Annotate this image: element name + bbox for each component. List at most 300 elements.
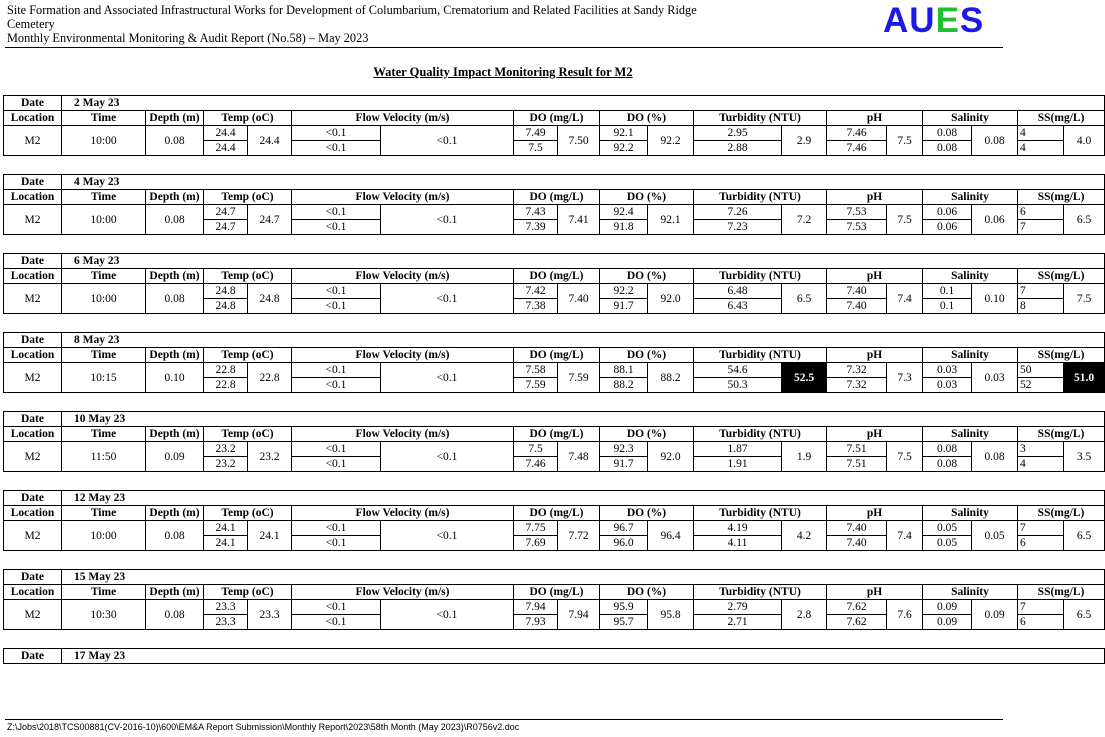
do-pct-average: 92.1 [648,205,694,235]
ss-average: 3.5 [1064,442,1105,472]
date-value: 10 May 23 [62,412,1105,427]
salinity-header: Salinity [923,269,1018,284]
salinity-reading: 0.03 [923,378,972,393]
ph-average: 7.6 [887,600,923,630]
turbidity-header: Turbidity (NTU) [694,506,827,521]
temp-reading: 23.2 [204,442,248,457]
flow-reading: <0.1 [292,363,381,378]
ss-reading: 6 [1018,536,1064,551]
ph-average: 7.5 [887,205,923,235]
temp-header: Temp (oC) [204,427,292,442]
data-row [4,284,1105,299]
ss-average: 6.5 [1064,600,1105,630]
ph-reading: 7.40 [827,521,887,536]
ph-reading: 7.53 [827,220,887,235]
ph-header: pH [827,190,923,205]
water-quality-table [3,648,1105,664]
header-row [4,427,1105,442]
ss-reading: 4 [1018,141,1064,156]
salinity-header: Salinity [923,506,1018,521]
data-row [4,126,1105,141]
time-value: 10:00 [62,126,146,156]
header-line-2: Cemetery [7,17,55,31]
do-mgl-reading: 7.94 [514,600,558,615]
temp-average: 24.8 [248,284,292,314]
ph-reading: 7.53 [827,205,887,220]
do-pct-header: DO (%) [600,269,694,284]
header-row [4,111,1105,126]
flow-reading: <0.1 [292,457,381,472]
page-title: Water Quality Impact Monitoring Result for M2 [373,65,633,79]
do-mgl-header: DO (mg/L) [514,348,600,363]
flow-average: <0.1 [381,363,514,393]
turbidity-average: 6.5 [782,284,827,314]
do-mgl-average: 7.59 [558,363,600,393]
do-pct-header: DO (%) [600,348,694,363]
do-pct-header: DO (%) [600,585,694,600]
water-quality-table [3,95,1105,156]
turbidity-header: Turbidity (NTU) [694,427,827,442]
salinity-reading: 0.06 [923,220,972,235]
flow-reading: <0.1 [292,299,381,314]
do-mgl-reading: 7.58 [514,363,558,378]
aues-logo: AUES [883,1,985,40]
do-mgl-reading: 7.39 [514,220,558,235]
salinity-average: 0.06 [972,205,1018,235]
ss-average: 51.0 [1064,363,1105,393]
flow-header: Flow Velocity (m/s) [292,111,514,126]
flow-average: <0.1 [381,521,514,551]
salinity-average: 0.09 [972,600,1018,630]
depth-header: Depth (m) [146,269,204,284]
do-pct-reading: 92.1 [600,126,648,141]
temp-reading: 24.4 [204,141,248,156]
do-mgl-header: DO (mg/L) [514,111,600,126]
ph-header: pH [827,269,923,284]
do-mgl-average: 7.94 [558,600,600,630]
ss-reading: 7 [1018,284,1064,299]
turbidity-reading: 2.71 [694,615,782,630]
ph-average: 7.5 [887,126,923,156]
time-header: Time [62,269,146,284]
turbidity-average: 52.5 [782,363,827,393]
location-value: M2 [4,205,62,235]
location-header: Location [4,506,62,521]
do-pct-reading: 92.2 [600,284,648,299]
date-label: Date [4,570,62,585]
ph-header: pH [827,585,923,600]
salinity-header: Salinity [923,190,1018,205]
flow-reading: <0.1 [292,284,381,299]
time-value: 10:00 [62,284,146,314]
temp-header: Temp (oC) [204,506,292,521]
turbidity-average: 4.2 [782,521,827,551]
do-pct-header: DO (%) [600,506,694,521]
location-header: Location [4,111,62,126]
location-value: M2 [4,284,62,314]
temp-reading: 24.1 [204,536,248,551]
temp-average: 23.3 [248,600,292,630]
ph-reading: 7.51 [827,442,887,457]
do-mgl-reading: 7.42 [514,284,558,299]
ss-average: 4.0 [1064,126,1105,156]
time-header: Time [62,585,146,600]
salinity-reading: 0.03 [923,363,972,378]
ss-reading: 8 [1018,299,1064,314]
date-row [4,254,1105,269]
location-header: Location [4,427,62,442]
data-row [4,363,1105,378]
salinity-average: 0.05 [972,521,1018,551]
location-value: M2 [4,442,62,472]
date-row [4,333,1105,348]
temp-average: 24.7 [248,205,292,235]
turbidity-header: Turbidity (NTU) [694,190,827,205]
date-label: Date [4,254,62,269]
depth-value: 0.08 [146,126,204,156]
location-value: M2 [4,600,62,630]
do-mgl-average: 7.40 [558,284,600,314]
do-mgl-reading: 7.46 [514,457,558,472]
ss-reading: 6 [1018,205,1064,220]
ph-reading: 7.32 [827,378,887,393]
temp-reading: 24.7 [204,220,248,235]
ss-average: 7.5 [1064,284,1105,314]
depth-header: Depth (m) [146,190,204,205]
report-header-title [7,3,867,45]
temp-reading: 22.8 [204,363,248,378]
turbidity-average: 1.9 [782,442,827,472]
temp-header: Temp (oC) [204,190,292,205]
temp-reading: 24.8 [204,299,248,314]
salinity-average: 0.03 [972,363,1018,393]
salinity-reading: 0.09 [923,615,972,630]
date-value: 8 May 23 [62,333,1105,348]
depth-header: Depth (m) [146,111,204,126]
date-label: Date [4,333,62,348]
footer-file-path: Z:\Jobs\2018\TCS00881(CV-2016-10)\600\EM&A Report Submission\Monthly Report\2023\58th Month (May 2023)\R0756v2.doc [7,722,520,732]
do-mgl-header: DO (mg/L) [514,190,600,205]
ss-header: SS(mg/L) [1018,427,1105,442]
do-pct-reading: 92.3 [600,442,648,457]
salinity-header: Salinity [923,427,1018,442]
data-row [4,600,1105,615]
ph-header: pH [827,111,923,126]
ss-reading: 50 [1018,363,1064,378]
do-pct-average: 92.2 [648,126,694,156]
time-value: 11:50 [62,442,146,472]
flow-reading: <0.1 [292,600,381,615]
temp-average: 22.8 [248,363,292,393]
depth-value: 0.08 [146,521,204,551]
ph-reading: 7.62 [827,615,887,630]
data-row [4,442,1105,457]
do-mgl-header: DO (mg/L) [514,427,600,442]
do-pct-average: 95.8 [648,600,694,630]
salinity-header: Salinity [923,585,1018,600]
do-mgl-reading: 7.93 [514,615,558,630]
temp-reading: 23.2 [204,457,248,472]
turbidity-average: 7.2 [782,205,827,235]
turbidity-reading: 7.26 [694,205,782,220]
water-quality-table [3,490,1105,551]
flow-reading: <0.1 [292,141,381,156]
do-pct-average: 96.4 [648,521,694,551]
header-row [4,585,1105,600]
time-value: 10:30 [62,600,146,630]
do-mgl-reading: 7.49 [514,126,558,141]
ph-average: 7.4 [887,284,923,314]
salinity-reading: 0.05 [923,521,972,536]
do-mgl-average: 7.41 [558,205,600,235]
header-row [4,269,1105,284]
turbidity-average: 2.8 [782,600,827,630]
do-pct-reading: 88.1 [600,363,648,378]
salinity-header: Salinity [923,348,1018,363]
flow-average: <0.1 [381,600,514,630]
data-row [4,205,1105,220]
date-label: Date [4,412,62,427]
temp-average: 24.1 [248,521,292,551]
location-header: Location [4,269,62,284]
turbidity-average: 2.9 [782,126,827,156]
turbidity-reading: 54.6 [694,363,782,378]
do-pct-reading: 95.7 [600,615,648,630]
ph-header: pH [827,506,923,521]
flow-average: <0.1 [381,126,514,156]
do-mgl-reading: 7.5 [514,141,558,156]
date-row [4,175,1105,190]
temp-average: 24.4 [248,126,292,156]
do-mgl-header: DO (mg/L) [514,269,600,284]
do-pct-average: 92.0 [648,284,694,314]
do-pct-reading: 96.0 [600,536,648,551]
flow-header: Flow Velocity (m/s) [292,506,514,521]
time-header: Time [62,348,146,363]
ph-reading: 7.62 [827,600,887,615]
depth-header: Depth (m) [146,585,204,600]
depth-header: Depth (m) [146,506,204,521]
salinity-reading: 0.08 [923,457,972,472]
flow-reading: <0.1 [292,521,381,536]
ss-header: SS(mg/L) [1018,585,1105,600]
ss-reading: 52 [1018,378,1064,393]
flow-average: <0.1 [381,442,514,472]
flow-reading: <0.1 [292,126,381,141]
turbidity-header: Turbidity (NTU) [694,348,827,363]
ph-average: 7.5 [887,442,923,472]
do-pct-reading: 92.4 [600,205,648,220]
header-row [4,506,1105,521]
water-quality-table [3,332,1105,393]
depth-value: 0.09 [146,442,204,472]
flow-average: <0.1 [381,205,514,235]
do-pct-reading: 88.2 [600,378,648,393]
turbidity-reading: 2.95 [694,126,782,141]
ph-average: 7.4 [887,521,923,551]
date-row [4,96,1105,111]
time-value: 10:00 [62,205,146,235]
ss-reading: 6 [1018,615,1064,630]
temp-reading: 24.1 [204,521,248,536]
do-mgl-header: DO (mg/L) [514,506,600,521]
do-mgl-reading: 7.69 [514,536,558,551]
salinity-average: 0.08 [972,442,1018,472]
turbidity-reading: 4.11 [694,536,782,551]
ss-reading: 3 [1018,442,1064,457]
do-mgl-average: 7.50 [558,126,600,156]
do-mgl-average: 7.72 [558,521,600,551]
flow-header: Flow Velocity (m/s) [292,585,514,600]
turbidity-reading: 6.43 [694,299,782,314]
salinity-average: 0.08 [972,126,1018,156]
water-quality-table [3,411,1105,472]
header-row [4,348,1105,363]
turbidity-header: Turbidity (NTU) [694,585,827,600]
flow-reading: <0.1 [292,220,381,235]
turbidity-reading: 1.87 [694,442,782,457]
location-header: Location [4,348,62,363]
date-label: Date [4,649,62,664]
temp-reading: 23.3 [204,615,248,630]
turbidity-reading: 6.48 [694,284,782,299]
ss-header: SS(mg/L) [1018,506,1105,521]
turbidity-reading: 50.3 [694,378,782,393]
ph-reading: 7.46 [827,141,887,156]
depth-value: 0.08 [146,205,204,235]
depth-value: 0.08 [146,284,204,314]
salinity-reading: 0.1 [923,284,972,299]
flow-header: Flow Velocity (m/s) [292,427,514,442]
date-label: Date [4,96,62,111]
turbidity-reading: 4.19 [694,521,782,536]
temp-reading: 22.8 [204,378,248,393]
ss-reading: 4 [1018,126,1064,141]
location-header: Location [4,190,62,205]
depth-header: Depth (m) [146,427,204,442]
data-row [4,521,1105,536]
do-mgl-reading: 7.59 [514,378,558,393]
ph-reading: 7.32 [827,363,887,378]
do-pct-header: DO (%) [600,111,694,126]
ss-average: 6.5 [1064,521,1105,551]
temp-reading: 24.8 [204,284,248,299]
time-header: Time [62,427,146,442]
flow-header: Flow Velocity (m/s) [292,190,514,205]
do-mgl-reading: 7.5 [514,442,558,457]
date-row [4,412,1105,427]
flow-reading: <0.1 [292,615,381,630]
date-value: 4 May 23 [62,175,1105,190]
salinity-average: 0.10 [972,284,1018,314]
header-line-1: Site Formation and Associated Infrastructural Works for Development of Columbarium, Crematorium and Related Facilities at Sandy Ridge [7,3,697,17]
turbidity-header: Turbidity (NTU) [694,269,827,284]
water-quality-table [3,174,1105,235]
salinity-reading: 0.08 [923,442,972,457]
do-pct-average: 92.0 [648,442,694,472]
date-value: 17 May 23 [62,649,1105,664]
salinity-header: Salinity [923,111,1018,126]
date-value: 6 May 23 [62,254,1105,269]
time-value: 10:15 [62,363,146,393]
do-mgl-reading: 7.43 [514,205,558,220]
salinity-reading: 0.06 [923,205,972,220]
ss-header: SS(mg/L) [1018,111,1105,126]
do-pct-reading: 95.9 [600,600,648,615]
flow-reading: <0.1 [292,205,381,220]
do-pct-average: 88.2 [648,363,694,393]
location-value: M2 [4,521,62,551]
date-row [4,491,1105,506]
ph-header: pH [827,348,923,363]
time-header: Time [62,111,146,126]
depth-value: 0.10 [146,363,204,393]
salinity-reading: 0.05 [923,536,972,551]
ph-reading: 7.51 [827,457,887,472]
header-line-3: Monthly Environmental Monitoring & Audit Report (No.58) – May 2023 [7,31,369,45]
date-label: Date [4,175,62,190]
ph-reading: 7.46 [827,126,887,141]
ss-header: SS(mg/L) [1018,190,1105,205]
depth-header: Depth (m) [146,348,204,363]
salinity-reading: 0.08 [923,141,972,156]
time-header: Time [62,506,146,521]
temp-header: Temp (oC) [204,348,292,363]
temp-header: Temp (oC) [204,269,292,284]
do-pct-header: DO (%) [600,190,694,205]
date-row [4,570,1105,585]
turbidity-reading: 2.79 [694,600,782,615]
ph-reading: 7.40 [827,284,887,299]
time-header: Time [62,190,146,205]
water-quality-table [3,569,1105,630]
location-header: Location [4,585,62,600]
temp-reading: 23.3 [204,600,248,615]
header-row [4,190,1105,205]
date-row [4,649,1105,664]
date-value: 2 May 23 [62,96,1105,111]
turbidity-header: Turbidity (NTU) [694,111,827,126]
do-mgl-reading: 7.38 [514,299,558,314]
footer-divider [5,719,1003,720]
ss-average: 6.5 [1064,205,1105,235]
salinity-reading: 0.08 [923,126,972,141]
ss-reading: 4 [1018,457,1064,472]
do-mgl-reading: 7.75 [514,521,558,536]
time-value: 10:00 [62,521,146,551]
temp-header: Temp (oC) [204,585,292,600]
header-divider [5,47,1003,48]
date-label: Date [4,491,62,506]
turbidity-reading: 1.91 [694,457,782,472]
do-pct-reading: 96.7 [600,521,648,536]
water-quality-table [3,253,1105,314]
ph-header: pH [827,427,923,442]
flow-reading: <0.1 [292,536,381,551]
flow-reading: <0.1 [292,378,381,393]
do-pct-reading: 92.2 [600,141,648,156]
location-value: M2 [4,126,62,156]
turbidity-reading: 7.23 [694,220,782,235]
flow-average: <0.1 [381,284,514,314]
date-value: 12 May 23 [62,491,1105,506]
date-value: 15 May 23 [62,570,1105,585]
do-pct-reading: 91.8 [600,220,648,235]
depth-value: 0.08 [146,600,204,630]
ph-reading: 7.40 [827,299,887,314]
temp-header: Temp (oC) [204,111,292,126]
ss-reading: 7 [1018,220,1064,235]
